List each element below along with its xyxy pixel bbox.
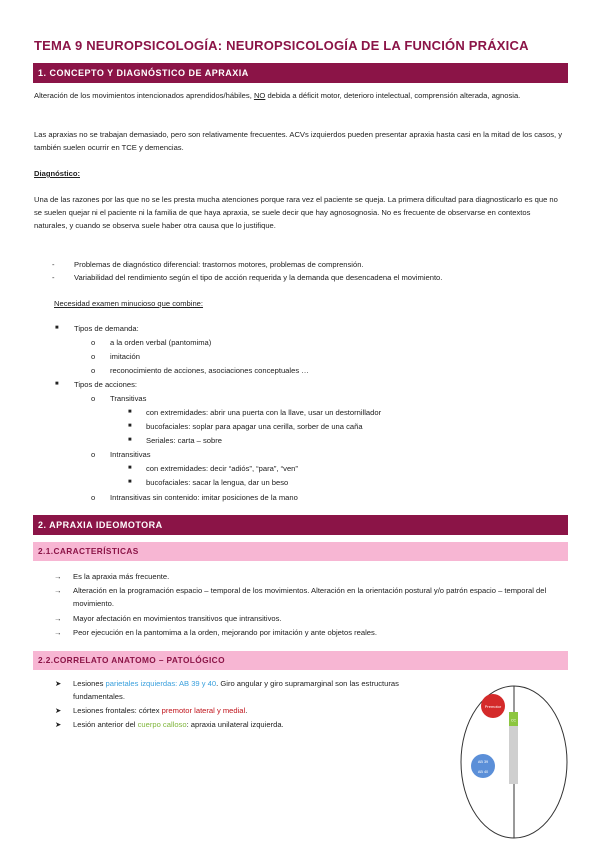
circle-bullet-icon: o [91, 493, 96, 502]
definition-text-a: Alteración de los movimientos intencionados aprendidos/hábiles, [34, 91, 254, 100]
demand-item-2: imitación [110, 352, 140, 361]
arrow-bullet-icon: → [54, 614, 62, 623]
parietal-region [471, 754, 495, 778]
premotor-label: Premotor [484, 704, 502, 709]
subsection-2-2-heading: 2.2.CORRELATO ANATOMO – PATOLÓGICO [33, 651, 568, 670]
lesion-frontal-highlight: premotor lateral y medial [161, 706, 246, 715]
square-bullet-icon: ■ [128, 423, 132, 429]
ab40-label: AB 40 [477, 770, 489, 774]
brain-diagram [455, 678, 573, 840]
demand-item-3: reconocimiento de acciones, asociaciones conceptuales … [110, 366, 309, 375]
lesion-callosal-highlight: cuerpo calloso [137, 720, 187, 729]
lesion-parietal-highlight: parietales izquierdas: AB 39 y 40 [105, 679, 217, 688]
dash-marker: - [52, 260, 55, 269]
transitive-item-3: Seriales: carta – sobre [146, 436, 222, 445]
square-bullet-icon: ■ [128, 465, 132, 471]
square-bullet-icon: ■ [128, 409, 132, 415]
circle-bullet-icon: o [91, 450, 96, 459]
action-types: Tipos de acciones: [74, 380, 138, 389]
arrow-bullet-icon: → [54, 572, 62, 581]
lesion-frontal-b: . [245, 706, 248, 715]
intransitive-item-1: con extremidades: decir “adiós”, “para”, “ven” [146, 464, 298, 473]
square-bullet-icon: ■ [128, 437, 132, 443]
cc-label: CC [510, 718, 517, 723]
arrowhead-bullet-icon: ➤ [55, 706, 62, 715]
circle-bullet-icon: o [91, 352, 96, 361]
square-bullet-icon: ■ [55, 381, 59, 387]
demand-item-1: a la orden verbal (pantomima) [110, 338, 212, 347]
page-title: TEMA 9 NEUROPSICOLOGÍA: NEUROPSICOLOGÍA DE LA FUNCIÓN PRÁXICA [34, 38, 529, 53]
arrow-bullet-icon: → [54, 628, 62, 637]
lesion-parietal-b: . Giro angular y giro supramarginal son las estructuras fundamentales. [73, 679, 399, 701]
dash-item-2: Variabilidad del rendimiento según el tipo de acción requerida y la demanda que desencadena el movimiento. [74, 273, 443, 282]
circle-bullet-icon: o [91, 338, 96, 347]
diagnosis-heading: Diagnóstico: [34, 169, 80, 178]
section-2-heading: 2. APRAXIA IDEOMOTORA [33, 515, 568, 535]
square-bullet-icon: ■ [55, 325, 59, 331]
lesion-parietal [73, 677, 438, 703]
ab39-label: AB 39 [477, 760, 489, 764]
intransitive-no-content: Intransitivas sin contenido: imitar posiciones de la mano [110, 493, 298, 502]
transitive-heading: Transitivas [110, 394, 147, 403]
subsection-2-1-heading: 2.1.CARACTERÍSTICAS [33, 542, 568, 561]
transitive-item-1: con extremidades: abrir una puerta con la llave, usar un destornillador [146, 408, 382, 417]
arrowhead-bullet-icon: ➤ [55, 679, 62, 688]
definition-text-b: debida a déficit motor, deterioro intelectual, comprensión alterada, agnosia. [265, 91, 521, 100]
circle-bullet-icon: o [91, 394, 96, 403]
section-1-heading: 1. CONCEPTO Y DIAGNÓSTICO DE APRAXIA [33, 63, 568, 83]
demand-types: Tipos de demanda: [74, 324, 139, 333]
arrow-bullet-icon: → [54, 586, 62, 595]
characteristic-4: Peor ejecución en la pantomima a la orden, mejorando por imitación y ante objetos reales. [73, 628, 377, 637]
characteristic-2: Alteración en la programación espacio – temporal de los movimientos. Alteración en la orientación postural y/o patrón espacio – temporal del movimiento. [73, 586, 547, 608]
arrowhead-bullet-icon: ➤ [55, 720, 62, 729]
paragraph-frequency: Las apraxias no se trabajan demasiado, pero son relativamente frecuentes. ACVs izquierdos pueden presentar apraxia hasta casi en la mitad de los casos, y también suelen ocurrir en TCE y demencias. [34, 130, 563, 152]
lesion-callosal-a: Lesión anterior del [73, 720, 138, 729]
definition-no: NO [253, 91, 266, 100]
intransitive-item-2: bucofaciales: sacar la lengua, dar un beso [146, 478, 289, 487]
dash-marker: - [52, 273, 55, 282]
lesion-callosal [73, 718, 284, 731]
lesion-callosal-b: : apraxia unilateral izquierda. [186, 720, 284, 729]
dash-item-1: Problemas de diagnóstico diferencial: trastornos motores, problemas de comprensión. [74, 260, 364, 269]
paragraph-diagnosis: Una de las razones por las que no se les presta mucha atenciones porque rara vez el paciente se queja. La primera dificultad para diagnosticarlo es que no se suelen quejar ni el paciente ni la familia de que haya apraxia, se suele decir que hay agnosognosia. No es frecuente de observarse en contextos naturales, y cuando se observa suele haber otra causa que lo justifique. [34, 195, 558, 230]
characteristic-3: Mayor afectación en movimientos transitivos que intransitivos. [73, 614, 282, 623]
lesion-frontal [73, 704, 247, 717]
square-bullet-icon: ■ [128, 479, 132, 485]
circle-bullet-icon: o [91, 366, 96, 375]
lesion-frontal-a: Lesiones frontales: córtex [73, 706, 162, 715]
transitive-item-2: bucofaciales: soplar para apagar una cerilla, sorber de una caña [146, 422, 363, 431]
paragraph-definition [34, 89, 564, 102]
intransitive-heading: Intransitivas [110, 450, 151, 459]
exam-heading: Necesidad examen minucioso que combine: [54, 299, 204, 308]
lesion-parietal-a: Lesiones [73, 679, 106, 688]
characteristic-1: Es la apraxia más frecuente. [73, 572, 170, 581]
